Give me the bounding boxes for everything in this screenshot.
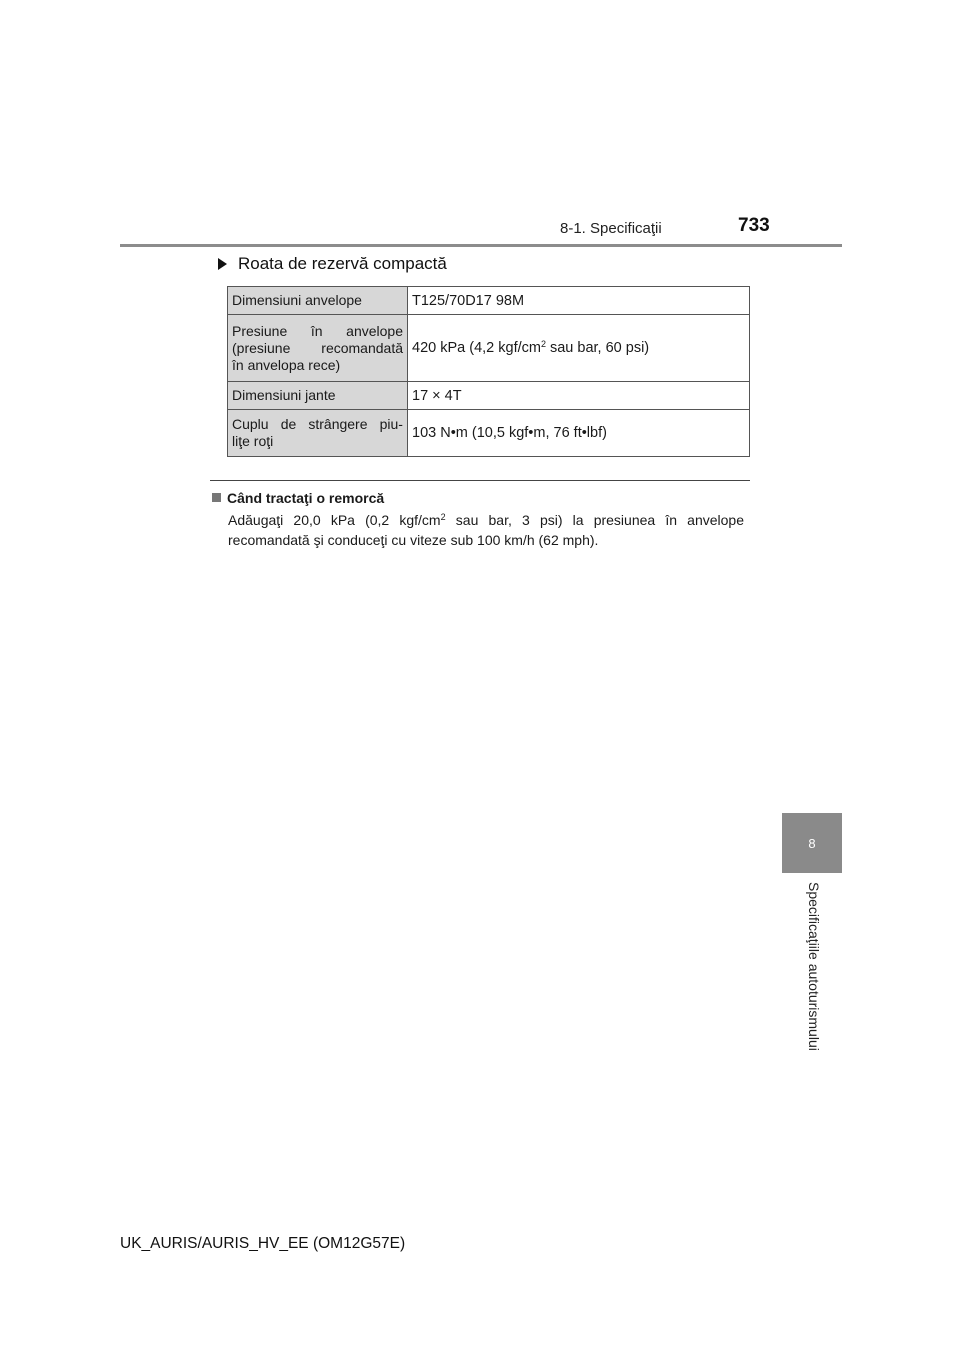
pressure-text: 420 kPa (4,2 kgf/cm <box>412 340 541 356</box>
note-title-text: Când tractaţi o remorcă <box>227 489 385 506</box>
wheel-size-label: Dimensiuni jante <box>228 382 408 410</box>
towing-note <box>212 489 744 550</box>
note-body <box>228 510 744 550</box>
label-word: anvelope <box>346 322 403 339</box>
label-word: de <box>280 416 297 432</box>
subheading <box>218 254 447 274</box>
label-word: strângere <box>308 416 368 432</box>
note-text: Adăugaţi 20,0 kPa (0,2 kgf/cm <box>228 512 441 528</box>
pressure-text: sau bar, 60 psi) <box>545 340 650 356</box>
label-word: piu- <box>379 416 403 432</box>
note-title <box>212 489 744 506</box>
lug-nut-torque-value: 103 N•m (10,5 kgf•m, 76 ft•lbf) <box>408 410 750 457</box>
label-line: liţe roţi <box>232 433 274 449</box>
label-line <box>232 323 403 340</box>
table-row <box>228 315 750 382</box>
header-divider <box>120 244 842 247</box>
subheading-text: Roata de rezervă compactă <box>238 254 447 273</box>
spare-wheel-spec-table <box>227 286 750 457</box>
label-word: Presiune <box>232 322 288 339</box>
tire-pressure-label <box>228 315 408 382</box>
manual-code: UK_AURIS/AURIS_HV_EE (OM12G57E) <box>120 1235 406 1252</box>
tire-pressure-value <box>408 315 750 382</box>
page-number: 733 <box>738 215 770 236</box>
label-line: în anvelopa rece) <box>232 356 341 373</box>
square-bullet-icon <box>212 493 221 502</box>
label-word: (presiune <box>232 339 291 356</box>
chapter-title <box>802 882 822 1062</box>
table-row <box>228 382 750 410</box>
tire-size-label: Dimensiuni anvelope <box>228 287 408 315</box>
chapter-title-text: Specificaţiile autoturismului <box>806 882 822 1051</box>
label-word: recomandată <box>321 339 403 356</box>
wheel-size-value: 17 × 4T <box>408 382 750 410</box>
arrow-right-icon <box>218 258 227 270</box>
chapter-tab: 8 <box>782 813 842 873</box>
table-row <box>228 410 750 457</box>
label-line <box>232 340 403 357</box>
superscript: 2 <box>440 512 446 522</box>
section-title: 8-1. Specificaţii <box>560 220 662 237</box>
section-divider <box>210 480 750 481</box>
lug-nut-torque-label <box>228 410 408 457</box>
label-word: Cuplu <box>232 416 269 432</box>
tire-size-value: T125/70D17 98M <box>408 287 750 315</box>
table-row <box>228 287 750 315</box>
note-text: sau bar, 3 psi) la presiunea în anvelope recomandată şi conduceţi cu viteze sub 100 km/h (62 mph). <box>228 512 744 548</box>
superscript: 2 <box>540 339 546 349</box>
label-word: în <box>310 322 323 339</box>
label-line <box>232 416 403 433</box>
